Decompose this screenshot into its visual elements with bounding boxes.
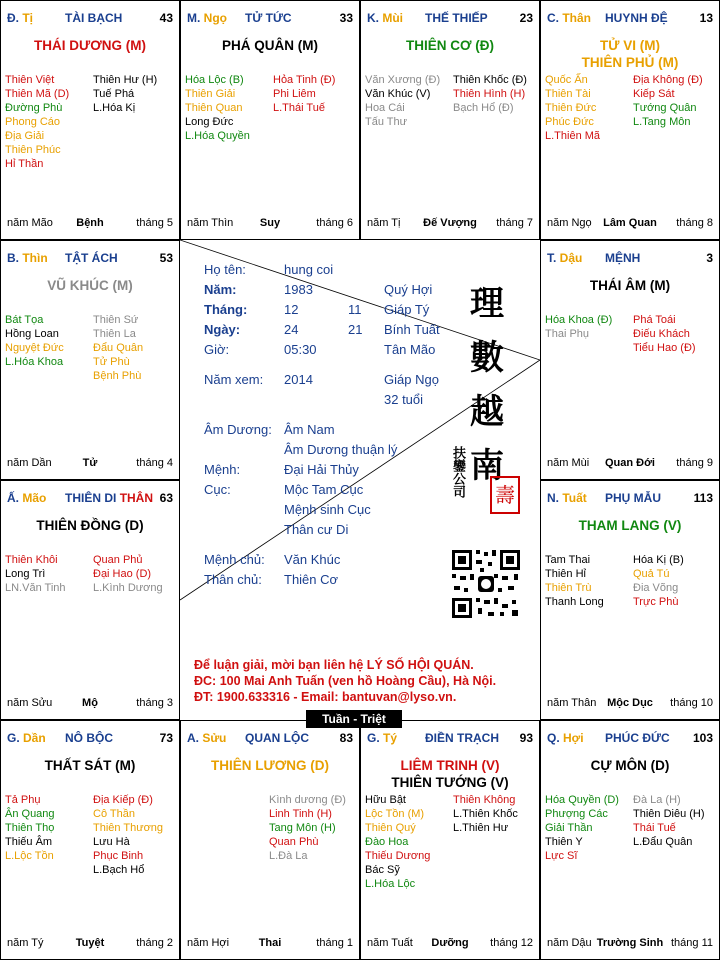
palace-footer: [547, 697, 713, 711]
star: Hữu Bật: [365, 794, 406, 806]
star: Quả Tú: [633, 568, 670, 580]
star: L.Hóa Kị: [93, 102, 136, 114]
star: Trực Phù: [633, 596, 679, 608]
star: Thiên Đức: [545, 102, 597, 114]
palace-2: [360, 0, 540, 240]
star: Hỉ Thần: [5, 158, 44, 170]
month-label: tháng 10: [670, 697, 713, 709]
stars-left: [545, 73, 633, 143]
palace-name: HUYNH ĐỆ: [605, 11, 668, 25]
palace-footer: [7, 937, 173, 951]
palace-10: [0, 480, 180, 720]
star: Hoa Cái: [365, 102, 405, 114]
palace-0: [0, 0, 180, 240]
stars-right: [453, 793, 540, 835]
star: Long Đức: [185, 116, 234, 128]
star: Thiên Thương: [93, 822, 164, 834]
palace-header: [7, 251, 173, 267]
star: Thanh Long: [545, 596, 604, 608]
stars-right: [269, 793, 357, 863]
palace-header: [547, 491, 713, 507]
main-star: VŨ KHÚC (M): [47, 278, 133, 293]
main-stars: [541, 277, 719, 294]
stars-right: [633, 73, 720, 129]
star: Quan Phù: [269, 836, 319, 848]
palace-11: [0, 240, 180, 480]
branch: Tị: [22, 11, 34, 25]
star: Hỏa Tinh (Đ): [273, 74, 336, 86]
can-chi: T. Dậu: [547, 251, 583, 265]
palace-number: 53: [159, 251, 173, 265]
star: Tam Thai: [545, 554, 591, 566]
stars-right: [633, 553, 720, 609]
star: Bác Sỹ: [365, 864, 400, 876]
star: L.Thiên Mã: [545, 130, 601, 142]
star: Thiên Quan: [185, 102, 243, 114]
star: Nguyệt Đức: [5, 342, 64, 354]
star: Quan Phủ: [93, 554, 143, 566]
palace-footer: [187, 937, 353, 951]
star: Thiên Việt: [5, 74, 55, 86]
main-stars: [1, 277, 179, 294]
star: Hóa Kị (B): [633, 554, 684, 566]
main-star: CỰ MÔN (D): [590, 758, 670, 773]
main-stars: [541, 37, 719, 71]
star: Thiên Mã (D): [5, 88, 70, 100]
branch: Sửu: [202, 731, 227, 745]
star: Thiếu Dương: [365, 850, 431, 862]
branch: Mão: [22, 491, 47, 505]
year-label: năm Tị: [367, 217, 401, 229]
phase-label: Đế Vượng: [423, 217, 477, 229]
palace-header: [367, 731, 533, 747]
palace-footer: [547, 457, 713, 471]
phase-label: Mộc Dục: [607, 697, 653, 709]
main-stars: [181, 37, 359, 54]
star: Thiên Diêu (H): [633, 808, 705, 820]
stars-left: [365, 73, 453, 129]
star: Kiếp Sát: [633, 88, 675, 100]
star: Thiên Sứ: [93, 314, 139, 326]
star: Thiên Không: [453, 794, 516, 806]
palace-number: 43: [159, 11, 173, 25]
palace-5: [540, 480, 720, 720]
can-chi: G. Tý: [367, 731, 398, 745]
stars-right: [633, 313, 720, 355]
star: Hóa Quyền (D): [545, 794, 619, 806]
star: Tang Môn (H): [269, 822, 336, 834]
star: L.Đà La: [269, 850, 308, 862]
star: Phi Liêm: [273, 88, 316, 100]
than-marker: THÂN: [119, 491, 154, 505]
palace-name: TÀI BẠCH: [65, 11, 123, 25]
palace-name: THẾ THIẾP: [425, 11, 488, 25]
star: Phúc Đức: [545, 116, 594, 128]
star: Giải Thần: [545, 822, 593, 834]
star: Thiên Thọ: [5, 822, 55, 834]
palace-header: [7, 491, 173, 507]
palace-footer: [367, 217, 533, 231]
can-chi: N. Tuất: [547, 491, 587, 505]
year-label: năm Sửu: [7, 697, 53, 709]
star: Địa Giải: [5, 130, 45, 142]
star: Thái Tuế: [633, 822, 676, 834]
palace-name: MỆNH: [605, 251, 641, 265]
month-label: tháng 9: [676, 457, 713, 469]
palace-name: ĐIỀN TRẠCH: [425, 731, 499, 745]
main-stars: [541, 757, 719, 774]
month-label: tháng 6: [316, 217, 353, 229]
star: Long Trì: [5, 568, 46, 580]
star: L.Hóa Lộc: [365, 878, 416, 890]
main-star: THÁI DƯƠNG (M): [34, 38, 146, 53]
can-chi: Đ. Tị: [7, 11, 34, 25]
palace-number: 23: [519, 11, 533, 25]
svg-text:壽: 壽: [495, 483, 515, 507]
month-label: tháng 1: [316, 937, 353, 949]
can-chi: K. Mùi: [367, 11, 404, 25]
palace-9: [0, 720, 180, 960]
palace-4: [540, 240, 720, 480]
palace-name: THIÊN DI THÂN: [65, 491, 154, 505]
stars-right: [93, 313, 180, 383]
palace-number: 13: [699, 11, 713, 25]
palace-footer: [547, 937, 713, 951]
main-star: THIÊN LƯƠNG (D): [211, 758, 329, 773]
main-star: THIÊN CƠ (Đ): [405, 38, 494, 53]
stars-left: [545, 553, 633, 609]
palace-1: [180, 0, 360, 240]
star: Đường Phù: [5, 102, 63, 114]
star: Quốc Ấn: [545, 74, 588, 86]
year-label: năm Hợi: [187, 937, 230, 949]
star: Đà La (H): [633, 794, 681, 806]
palace-footer: [7, 217, 173, 231]
stars-left: [545, 793, 633, 863]
main-star: THÁI ÂM (M): [589, 278, 671, 293]
year-label: năm Thìn: [187, 217, 234, 229]
star: Bệnh Phù: [93, 370, 142, 382]
branch: Dậu: [559, 251, 583, 265]
month-label: tháng 4: [136, 457, 173, 469]
month-label: tháng 5: [136, 217, 173, 229]
palace-header: [547, 731, 713, 747]
star: L.Thái Tuế: [273, 102, 325, 114]
center-info: Họ tên: hung coi Năm: 1983 Quý Hợi Tháng: 12 11 Giáp Tý Ngày: 24 21 Bính Tuất Giờ: 05:30 Tân Mão Năm xem: 2014 Giáp Ngọ 32 tuổi Âm Dương: Âm Nam Âm Dương thuận lý Mệnh: Đại Hải Thủy Cục: Mộc Tam Cục Mệnh sinh Cục Thân cư Di Mệnh chủ: Văn Khúc Thân chủ: Thiên Cơ 理 數 越 南 扶鑾公司 壽 Để luận giải, mời bạn liên hệ LÝ SỐ HỘI QUÁN. ĐC: 100 Mai Anh Tuấn (ven hồ Hoàng Cầu), Hà Nội. ĐT: 1900.633316 - Email: bantuvan@lyso.vn. Tuần - Triệt: [180, 240, 540, 720]
star: Thai Phụ: [545, 328, 590, 340]
year-label: năm Dậu: [547, 937, 592, 949]
year-label: năm Mão: [7, 217, 53, 229]
phase-label: Mộ: [82, 697, 98, 709]
year-label: năm Tuất: [367, 937, 413, 949]
star: Điếu Khách: [633, 328, 690, 340]
star: Đào Hoa: [365, 836, 409, 848]
palace-name: NÔ BỘC: [65, 731, 113, 745]
can-chi: Ấ. Mão: [7, 491, 47, 505]
can-chi: M. Ngọ: [187, 11, 227, 25]
phase-label: Thai: [258, 937, 282, 949]
main-star: TỬ VI (M): [600, 38, 660, 53]
star: Văn Xương (Đ): [365, 74, 441, 86]
star: Linh Tinh (H): [269, 808, 332, 820]
star: Địa Không (Đ): [633, 74, 703, 86]
month-label: tháng 3: [136, 697, 173, 709]
star: Thiên Trù: [545, 582, 592, 594]
star: Phong Cáo: [5, 116, 61, 128]
palace-number: 63: [159, 491, 173, 505]
phase-label: Quan Đới: [605, 457, 655, 469]
star: Thiếu Âm: [5, 836, 53, 848]
star: Tấu Thư: [365, 116, 408, 128]
star: Thiên Quý: [365, 822, 416, 834]
year-label: năm Thân: [547, 697, 597, 709]
palace-number: 73: [159, 731, 173, 745]
palace-header: [7, 11, 173, 27]
star: Tử Phù: [93, 356, 130, 368]
main-star: THIÊN ĐỒNG (D): [36, 518, 144, 533]
stars-left: [5, 73, 93, 171]
palace-header: [7, 731, 173, 747]
palace-number: 3: [706, 251, 713, 265]
star: Hóa Khoa (Đ): [545, 314, 613, 326]
contact-address: ĐC: 100 Mai Anh Tuấn (ven hồ Hoàng Cầu), Hà Nội.: [194, 674, 497, 688]
palace-6: [540, 720, 720, 960]
palace-number: 83: [339, 731, 353, 745]
palace-3: [540, 0, 720, 240]
contact-phone-email: ĐT: 1900.633316 - Email: bantuvan@lyso.vn.: [194, 690, 457, 704]
main-stars: [181, 757, 359, 774]
stars-right: [273, 73, 360, 115]
can-chi: G. Dần: [7, 731, 46, 745]
star: Thiên Khôi: [5, 554, 58, 566]
star: Tướng Quân: [633, 102, 697, 114]
stars-right: [93, 73, 180, 115]
main-stars: [541, 517, 719, 534]
star: Thiên Tài: [545, 88, 591, 100]
month-label: tháng 2: [136, 937, 173, 949]
palace-header: [547, 251, 713, 267]
star: L.Tang Môn: [633, 116, 691, 128]
star: L.Thiên Khốc: [453, 808, 518, 820]
stars-right: [633, 793, 720, 849]
palace-header: [367, 11, 533, 27]
star: L.Kình Dương: [93, 582, 163, 594]
stars-right: [93, 793, 180, 877]
star: Hóa Lộc (B): [185, 74, 244, 86]
branch: Thìn: [22, 251, 48, 265]
stars-left: [365, 793, 453, 891]
phase-label: Lâm Quan: [603, 217, 657, 229]
stars-left: [5, 313, 93, 369]
stars-left: [185, 73, 273, 143]
star: L.Lộc Tồn: [5, 850, 54, 862]
star: Ân Quang: [5, 808, 55, 820]
star: Phượng Các: [545, 808, 608, 820]
palace-name: PHÚC ĐỨC: [605, 731, 670, 745]
star: Lộc Tồn (M): [365, 808, 425, 820]
phase-label: Dưỡng: [431, 937, 469, 949]
can-chi: Q. Hợi: [547, 731, 584, 745]
star: Thiên La: [93, 328, 136, 340]
star: Hồng Loan: [5, 328, 59, 340]
phase-label: Trường Sinh: [596, 937, 664, 949]
star: Thiên Giải: [185, 88, 236, 100]
star: Thiên Hình (H): [453, 88, 526, 100]
main-star: THẤT SÁT (M): [44, 758, 136, 773]
star: Đại Hao (D): [93, 568, 152, 580]
star: Đẩu Quân: [93, 342, 144, 354]
star: Kình dương (Đ): [269, 794, 346, 806]
phase-label: Tuyệt: [75, 937, 105, 949]
palace-number: 33: [339, 11, 353, 25]
star: L.Đẩu Quân: [633, 836, 693, 848]
year-label: năm Tý: [7, 937, 44, 949]
branch: Ngọ: [203, 11, 227, 25]
palace-number: 93: [519, 731, 533, 745]
palace-footer: [7, 457, 173, 471]
star: L.Thiên Hư: [453, 822, 509, 834]
star: Văn Khúc (V): [365, 88, 431, 100]
star: Tiểu Hao (Đ): [633, 342, 696, 354]
star: Thiên Hỉ: [545, 568, 586, 580]
palace-name: QUAN LỘC: [245, 731, 309, 745]
star: Thiên Khốc (Đ): [453, 74, 527, 86]
seal-stamp: [490, 476, 520, 514]
palace-header: [187, 731, 353, 747]
palace-number: 103: [692, 731, 713, 745]
palace-name: PHỤ MẪU: [605, 491, 661, 505]
main-star: THAM LANG (V): [578, 518, 682, 533]
star: Lực Sĩ: [545, 850, 578, 862]
month-label: tháng 7: [496, 217, 533, 229]
star: Thiên Phúc: [5, 144, 61, 156]
star: Phục Binh: [93, 850, 144, 862]
name-value: hung coi: [284, 262, 334, 277]
star: L.Hóa Khoa: [5, 356, 64, 368]
star: Thiên Hư (H): [93, 74, 158, 86]
stars-left: [5, 793, 93, 863]
star: Địa Kiếp (Đ): [93, 794, 153, 806]
star: Bát Tọa: [5, 314, 44, 326]
star: L.Hóa Quyền: [185, 130, 250, 142]
main-star: THIÊN PHỦ (M): [581, 55, 679, 70]
palace-header: [547, 11, 713, 27]
main-stars: [361, 757, 539, 791]
main-stars: [1, 757, 179, 774]
main-stars: [1, 37, 179, 54]
year-label: năm Mùi: [547, 457, 590, 469]
star: Bạch Hổ (Đ): [453, 102, 514, 114]
star: LN.Văn Tinh: [5, 582, 66, 594]
star: Thiên Y: [545, 836, 583, 848]
contact-line-1: Để luận giải, mời bạn liên hệ LÝ SỐ HỘI QUÁN.: [194, 658, 474, 672]
palace-name: TỬ TỨC: [245, 11, 292, 25]
branch: Tý: [383, 731, 398, 745]
main-star: PHÁ QUÂN (M): [222, 38, 318, 53]
palace-7: [360, 720, 540, 960]
tuan-triet-badge: Tuần - Triệt: [306, 710, 402, 728]
star: Cô Thần: [93, 808, 135, 820]
stars-right: [453, 73, 540, 115]
branch: Thân: [562, 11, 592, 25]
stars-left: [5, 553, 93, 595]
can-chi: B. Thìn: [7, 251, 48, 265]
star: Đia Võng: [633, 582, 679, 594]
phase-label: Suy: [259, 217, 281, 229]
branch: Mùi: [382, 11, 404, 25]
month-label: tháng 8: [676, 217, 713, 229]
star: L.Bạch Hổ: [93, 864, 145, 876]
year-label: năm Dần: [7, 457, 52, 469]
palace-footer: [547, 217, 713, 231]
main-star: THIÊN TƯỚNG (V): [391, 775, 509, 790]
star: Tả Phụ: [5, 794, 41, 806]
stars-right: [93, 553, 180, 595]
phase-label: Tử: [82, 457, 98, 469]
year-label: năm Ngọ: [547, 217, 592, 229]
branch: Dần: [23, 731, 46, 745]
can-chi: C. Thân: [547, 11, 592, 25]
star: Lưu Hà: [93, 836, 130, 848]
phase-label: Bệnh: [76, 217, 104, 229]
star: Phá Toái: [633, 314, 676, 326]
star: Tuế Phá: [93, 88, 135, 100]
palace-number: 113: [693, 491, 713, 505]
can-chi: A. Sửu: [187, 731, 227, 745]
qr-code: [450, 548, 522, 620]
palace-footer: [7, 697, 173, 711]
main-stars: [361, 37, 539, 54]
month-label: tháng 11: [670, 937, 713, 949]
palace-name: TẬT ÁCH: [65, 251, 118, 265]
palace-footer: [367, 937, 533, 951]
main-stars: [1, 517, 179, 534]
palace-footer: [187, 217, 353, 231]
main-star: LIÊM TRINH (V): [400, 758, 500, 773]
month-label: tháng 12: [490, 937, 533, 949]
side-text: 扶鑾公司: [450, 446, 465, 498]
stars-left: [545, 313, 633, 341]
palace-8: [180, 720, 360, 960]
branch: Tuất: [562, 491, 587, 505]
palace-header: [187, 11, 353, 27]
branch: Hợi: [563, 731, 584, 745]
